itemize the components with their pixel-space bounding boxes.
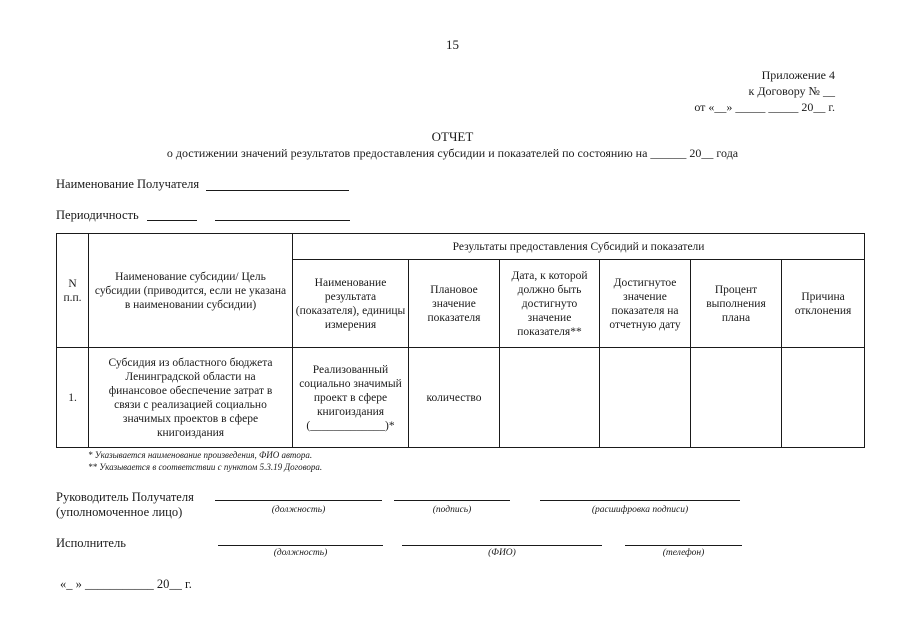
header-result: Наименование результата (показателя), единицы измерения — [293, 260, 409, 348]
row-achieved — [600, 348, 691, 448]
header-reason: Причина отклонения — [782, 260, 865, 348]
row-subsidy: Субсидия из областного бюджета Ленинградской области на финансовое обеспечение затрат в связи с реализацией социально значимых проектов в сфере книгоиздания — [89, 348, 293, 448]
head-label-1: Руководитель Получателя — [56, 490, 194, 504]
row-num: 1. — [57, 348, 89, 448]
results-table — [56, 233, 865, 448]
table-row — [57, 348, 865, 448]
appendix-line-2: к Договору № __ — [748, 84, 835, 98]
head-decoding-caption: (расшифровка подписи) — [591, 505, 689, 515]
executor-fio-caption: (ФИО) — [488, 548, 516, 558]
row-result-text: Реализованный социально значимый проект в сфере книгоиздания — [299, 363, 402, 418]
periodicity-line-2 — [215, 220, 350, 221]
head-decoding-line — [540, 500, 740, 501]
head-label-2: (уполномоченное лицо) — [56, 505, 183, 519]
row-result-blank: (_____________)* — [306, 419, 395, 432]
row-plan: количество — [409, 348, 500, 448]
date-line: «_ » ___________ 20__ г. — [60, 577, 192, 591]
executor-label: Исполнитель — [56, 536, 126, 550]
recipient-label: Наименование Получателя — [56, 177, 200, 191]
header-subsidy: Наименование субсидии/ Цель субсидии (приводится, если не указана в наименовании субсидии) — [89, 234, 293, 348]
header-group: Результаты предоставления Субсидий и показатели — [293, 234, 865, 260]
appendix-line-1: Приложение 4 — [761, 68, 835, 82]
header-date: Дата, к которой должно быть достигнуто значение показателя** — [500, 260, 600, 348]
header-achieved: Достигнутое значение показателя на отчетную дату — [600, 260, 691, 348]
page-number: 15 — [446, 37, 459, 52]
appendix-line-3: от «__» _____ _____ 20__ г. — [694, 100, 835, 114]
executor-phone-line — [625, 545, 742, 546]
row-date — [500, 348, 600, 448]
report-title: ОТЧЕТ — [431, 129, 474, 144]
header-percent: Процент выполнения плана — [691, 260, 782, 348]
header-num: N п.п. — [57, 234, 89, 348]
executor-position-line — [218, 545, 383, 546]
row-result — [293, 348, 409, 448]
head-signature-line — [394, 500, 510, 501]
footnote-1: * Указывается наименование произведения, ФИО автора. — [88, 450, 313, 460]
footnote-2: ** Указывается в соответствии с пунктом 5.3.19 Договора. — [88, 462, 323, 472]
row-reason — [782, 348, 865, 448]
recipient-line — [206, 190, 349, 191]
head-position-line — [215, 500, 382, 501]
head-signature-caption: (подпись) — [432, 505, 472, 515]
row-percent — [691, 348, 782, 448]
periodicity-label: Периодичность — [56, 208, 139, 222]
executor-phone-caption: (телефон) — [662, 548, 705, 558]
periodicity-line-1 — [147, 220, 197, 221]
header-plan: Плановое значение показателя — [409, 260, 500, 348]
executor-fio-line — [402, 545, 602, 546]
executor-position-caption: (должность) — [273, 548, 328, 558]
report-subtitle: о достижении значений результатов предоставления субсидии и показателей по состоянию на ______ 20__ года — [166, 146, 739, 160]
head-position-caption: (должность) — [271, 505, 326, 515]
